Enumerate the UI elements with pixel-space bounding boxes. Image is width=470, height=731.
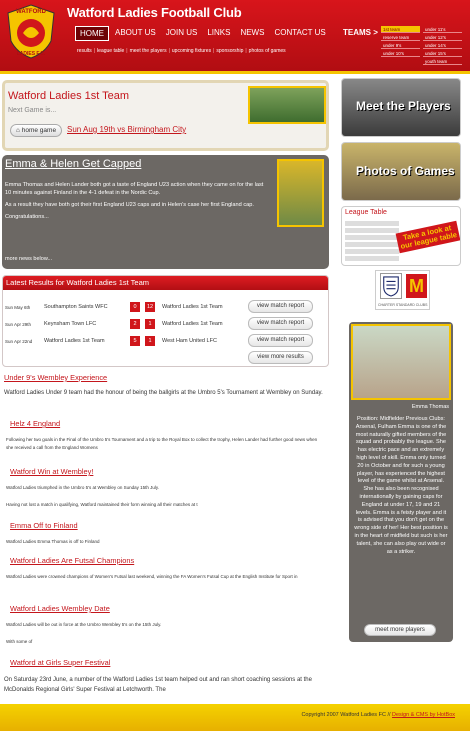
sponsor-logos[interactable] (375, 270, 430, 310)
news-title[interactable]: Helz 4 England (10, 419, 61, 428)
result-away-team: West Ham United LFC (162, 338, 217, 344)
subnav-sponsorship[interactable]: sponsorship (216, 48, 244, 54)
home-game-button[interactable] (10, 124, 62, 137)
team-photo[interactable] (248, 86, 326, 124)
featured-news-photo (277, 159, 324, 227)
subnav-results[interactable]: results (77, 48, 92, 54)
league-table-banner[interactable] (341, 206, 461, 266)
news-title[interactable]: Watford Ladies Wembley Date (10, 604, 110, 613)
results-title: Latest Results for Watford Ladies 1st Team (3, 276, 328, 290)
result-home-score: 0 (130, 302, 140, 312)
result-home-score: 5 (130, 336, 140, 346)
featured-news-panel (2, 155, 329, 269)
result-row (5, 334, 252, 348)
next-game-subtitle: Next Game is... (8, 107, 57, 114)
player-bio: Position: Midfielder Previous Clubs: Arsenal, Fulham Emma is one of the most naturally gifted members of the squad and probably the league. She has electric pace and an extremely high level of skill. Emma only turned 20 in October and for such a young player, has experienced the highest level of the game whilst at Arsenal. She has also been recognised internationally by gaining caps for England at under 17, 19 and 21 levels. Emma is a feisty player and it is advised that you don't get on the wrong side of her! Her best position is in the heart of midfield but such is her talent, she can also play out wide or as a striker. (354, 416, 448, 555)
divider: | (126, 48, 128, 54)
player-profile-card (349, 322, 453, 642)
nav-home[interactable]: HOME (75, 26, 109, 41)
team-link-under-14[interactable]: under 14's (423, 42, 462, 49)
league-table-note: Take a look at our league table (396, 221, 461, 253)
team-link-under-10[interactable]: under 10's (381, 50, 420, 57)
league-table-label: League Table (345, 209, 387, 216)
news-text: Watford Ladies were crowned champions of Women's Futsal last weekend, winning the FA Women's Futsal Cup at the English Institute for Sport in (6, 574, 298, 579)
subnav-upcoming-fixtures[interactable]: upcoming fixtures (171, 48, 212, 54)
team-link-under-9[interactable]: under 9's (381, 42, 420, 49)
view-match-report-button[interactable]: view match report (248, 317, 313, 330)
view-match-report-button[interactable]: view match report (248, 334, 313, 347)
nav-contact-us[interactable]: CONTACT US (274, 28, 326, 37)
nav-about-us[interactable]: ABOUT US (115, 28, 156, 37)
fa-badge-icon (380, 273, 402, 299)
photos-of-games-label: Photos of Games (356, 164, 455, 178)
site-footer (0, 704, 470, 731)
view-more-results-button[interactable]: view more results (248, 351, 313, 364)
photos-of-games-banner[interactable] (341, 142, 461, 201)
subnav-meet-the-players[interactable]: meet the players (129, 48, 167, 54)
team-link-under-15[interactable]: under 15's (423, 50, 462, 57)
result-date: Sun Apr 29th (5, 321, 32, 327)
team-link-reserve-team[interactable]: reserve team (381, 34, 420, 41)
main-nav (75, 26, 330, 41)
news-text: Following her two goals in the Final of the Umbro 5's Tournament and a trip to the Royal Box to collect the trophy, Helen Lander had further good news when she received a call from the England Womens (6, 437, 318, 450)
subnav-league-table[interactable]: league table (97, 48, 125, 54)
teams-label: TEAMS > (343, 28, 378, 37)
team-link-1st-team[interactable]: 1st team (381, 26, 420, 33)
fa-charter-text: CHARTER STANDARD CLUBS (378, 303, 428, 307)
result-home-score: 2 (130, 319, 140, 329)
site-header (0, 0, 470, 74)
divider: | (168, 48, 170, 54)
news-title[interactable]: Emma Off to Finland (10, 521, 78, 530)
news-text: Watford Ladies Under 9 team had the honour of being the ballgirls at the Umbro 5's Tournament at Wembley on Sunday. (4, 390, 323, 396)
view-match-report-button[interactable]: view match report (248, 300, 313, 313)
result-away-team: Watford Ladies 1st Team (162, 304, 223, 310)
nav-join-us[interactable]: JOIN US (165, 28, 198, 37)
copyright-text: Copyright 2007 Watford Ladies FC // (301, 712, 391, 718)
result-home-team: Southampton Saints WFC (44, 304, 108, 310)
next-fixture-link[interactable]: Sun Aug 19th vs Birmingham City (67, 125, 187, 134)
divider: | (245, 48, 247, 54)
news-title[interactable]: Watford at Girls Super Festival (10, 658, 111, 667)
news-text: Watford Ladies Emma Thomas is off to Finland (6, 539, 100, 544)
site-title: Watford Ladies Football Club (67, 5, 242, 20)
league-table-preview (345, 221, 399, 263)
nav-links[interactable]: LINKS (207, 28, 231, 37)
news-title[interactable]: Watford Ladies Are Futsal Champions (10, 556, 135, 565)
meet-the-players-label: Meet the Players (356, 99, 451, 113)
divider: | (213, 48, 215, 54)
result-away-score: 1 (145, 336, 155, 346)
home-icon: ⌂ (16, 127, 22, 134)
news-text: Watford Ladies will be out in force at the Umbro Wembley 5's on the 15th July. (6, 622, 162, 627)
team-link-empty (381, 58, 420, 65)
news-text: With some of (6, 639, 33, 644)
featured-news-paragraph: Congratulations... (5, 214, 49, 220)
meet-more-players-button[interactable]: meet more players (364, 624, 436, 636)
next-game-title: Watford Ladies 1st Team (8, 90, 130, 102)
result-away-team: Watford Ladies 1st Team (162, 321, 223, 327)
featured-news-paragraph: As a result they have both got their first England U23 caps and in Helen's case her first England cap. (5, 202, 254, 208)
team-link-under-12[interactable]: under 12's (423, 34, 462, 41)
nav-news[interactable]: NEWS (240, 28, 265, 37)
news-text: Having not lost a match in qualifying, Watford maintained their form winning all their matches at t (6, 502, 198, 507)
result-away-score: 1 (145, 319, 155, 329)
design-credit-link[interactable]: Design & CMS by HotBox (392, 712, 455, 718)
logo-text-top: WATFORD (16, 9, 46, 15)
teams-menu (381, 26, 462, 65)
latest-results-panel (2, 275, 329, 367)
mcdonalds-icon: M (406, 274, 427, 298)
news-title[interactable]: Watford Win at Wembley! (10, 467, 94, 476)
result-home-team: Watford Ladies 1st Team (44, 338, 105, 344)
team-link-youth-team[interactable]: youth team (423, 58, 462, 65)
sub-nav (77, 48, 286, 54)
footer-text (301, 712, 455, 718)
logo-text-bottom: LADIES F.C. (16, 51, 46, 57)
divider: | (93, 48, 96, 54)
club-crest-logo[interactable] (5, 3, 57, 60)
home-game-label: home game (21, 127, 57, 134)
news-title[interactable]: Under 9's Wembley Experience (4, 373, 108, 382)
team-link-under-11[interactable]: under 11's (423, 26, 462, 33)
more-news-text: more news below... (5, 256, 53, 262)
result-home-team: Keynsham Town LFC (44, 321, 97, 327)
subnav-photos-of-games[interactable]: photos of games (248, 48, 286, 54)
player-name: Emma Thomas (411, 404, 449, 410)
player-photo[interactable] (351, 324, 451, 400)
result-away-score: 12 (146, 304, 154, 310)
meet-the-players-banner[interactable] (341, 78, 461, 137)
news-text: Watford Ladies triumphed in the Umbro 5's at Wembley on Sunday 15th July. (6, 485, 160, 490)
featured-news-paragraph: Emma Thomas and Helen Lander both got a taste of England U23 action when they came on for the last 10 minutes against Finland in the 4-1 defeat in the Nordic Cup. (5, 182, 264, 196)
next-game-panel (2, 80, 329, 151)
result-row (5, 300, 252, 314)
result-date: Sun May 6th (5, 304, 31, 310)
featured-news-title[interactable]: Emma & Helen Get Capped (5, 158, 142, 170)
featured-news-body (5, 181, 270, 225)
result-date: Sun Apr 22nd (5, 338, 33, 344)
result-row (5, 317, 252, 331)
news-text: On Saturday 23rd June, a number of the Watford Ladies 1st team helped out and ran short coaching sessions at the McDonalds Regional Girls' Super Festival at Letchworth. The (4, 677, 312, 693)
